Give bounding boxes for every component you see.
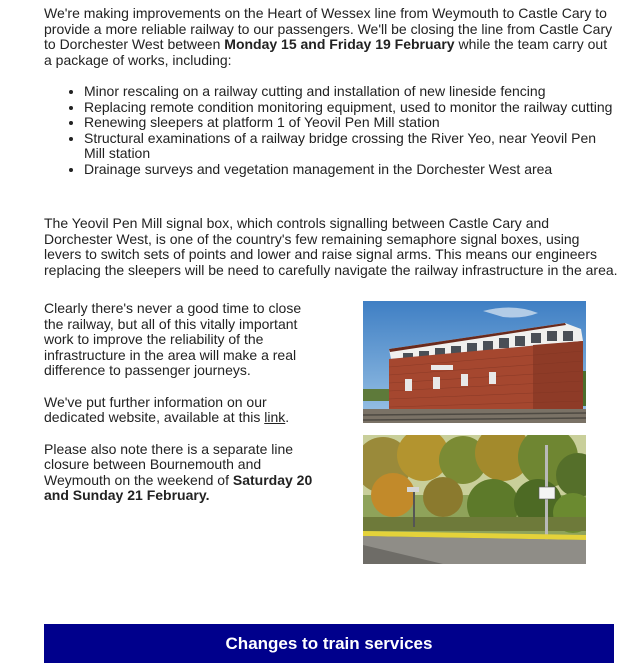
website-suffix: . <box>285 409 290 425</box>
list-item: • Structural examinations of a railway bridge crossing the River Yeo, near Yeovil Pen Mill station <box>84 131 618 162</box>
intro-dates: Monday 15 and Friday 19 February <box>224 36 455 52</box>
intro-text-2: while the team carry out a package of works, including: <box>44 36 608 68</box>
left-column <box>44 301 314 520</box>
list-item: • Minor rescaling on a railway cutting and installation of new lineside fencing <box>84 84 618 100</box>
website-link[interactable]: link <box>264 409 286 425</box>
list-item: • Drainage surveys and vegetation management in the Dorchester West area <box>84 162 618 178</box>
text-and-photos <box>44 301 618 566</box>
intro-paragraph <box>44 6 618 68</box>
website-text: We've put further information on our dedicated website, available at this <box>44 393 267 425</box>
intro-text-1: We're making improvements on the Heart of Wessex line from Weymouth to Castle Cary to provide a more reliable railway to our passengers. We'll be closing the line from Castle Cary to Dorchester West between <box>44 5 613 52</box>
works-list <box>44 84 618 177</box>
closure-text: Please also note there is a separate line closure between Bournemouth and Weymouth on the weekend of <box>44 440 294 488</box>
list-item: • Renewing sleepers at platform 1 of Yeovil Pen Mill station <box>84 115 618 131</box>
signal-box-paragraph: The Yeovil Pen Mill signal box, which controls signalling between Castle Cary and Dorchester West, is one of the country's few remaining semaphore signal boxes, using levers to switch sets of points and lower and raise signal arms. This means our engineers replacing the sleepers will be need to carefully navigate the railway infrastructure in the area. <box>44 215 618 278</box>
changes-banner[interactable]: Changes to train services <box>44 624 614 663</box>
closing-paragraph: Clearly there's never a good time to close the railway, but all of this vitally important work to improve the reliability of the infrastructure in the area will make a real difference to passenger journeys. <box>44 300 302 378</box>
platform-photo <box>363 435 586 564</box>
list-item: • Replacing remote condition monitoring equipment, used to monitor the railway cutting <box>84 100 618 116</box>
signal-box-photo <box>363 301 586 423</box>
closure-dates: Saturday 20 and Sunday 21 February. <box>44 471 313 503</box>
article-body <box>44 6 618 566</box>
website-paragraph <box>44 395 314 426</box>
separate-closure-paragraph <box>44 442 314 504</box>
